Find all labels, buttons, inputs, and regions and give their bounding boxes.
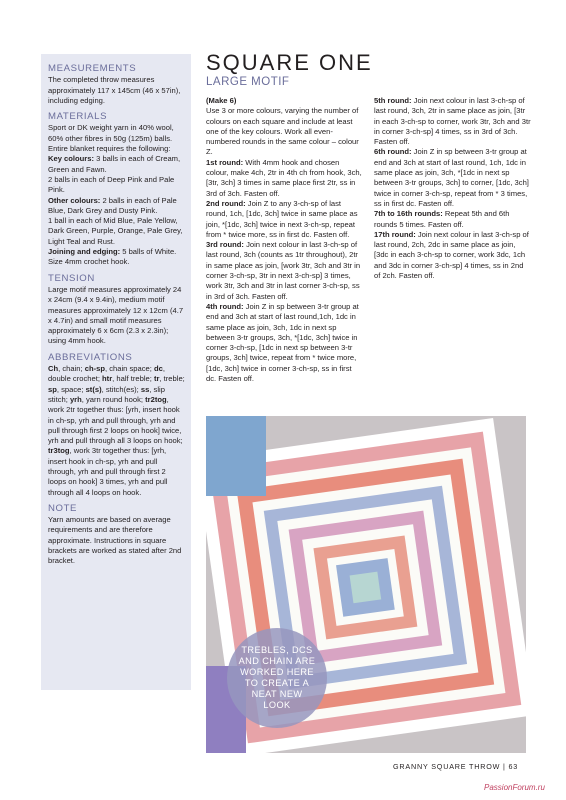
round-7-16-text: Repeat 5th and 6th rounds 5 times. Fasten off. xyxy=(374,209,510,229)
round-6-label: 6th round: xyxy=(374,147,412,157)
abbr-term: htr xyxy=(102,374,113,384)
materials-text-3: 1 ball in each of Mid Blue, Pale Yellow, Dark Green, Purple, Orange, Pale Grey, Light Teal and Rust. xyxy=(48,216,183,246)
note-text: Yarn amounts are based on average requirements and are therefore approximate. Instructions in square brackets are worked as stated after 2nd bracket. xyxy=(48,515,182,566)
abbr-definition: , chain space; xyxy=(104,364,154,374)
abbr-term: ch-sp xyxy=(84,364,105,374)
round-4-text: Join Z in sp between 3-tr group at end and 3ch at start of last round,1ch, 1dc in same place as join, 3ch, 1dc in next sp between 3-tr groups, 3ch, *[1dc, 3ch] twice in corner 3-ch-sp, [1dc in next sp between 3-tr groups, 3ch] twice, repeat from * twice more, [1dc, 3ch] twice in corner 3-ch-sp, ss in first dc. Fasten off. xyxy=(206,301,359,384)
round-3-text: Join next colour in last 3-ch-sp of last round, 3ch (counts as 1tr throughout), 2tr in same place as join, [work 3tr, 3ch and 3tr in corner 3-ch-sp, 3tr in next 3-ch-sp] 3 times, work 3tr, 3ch and 3tr in last corner 3-ch-sp, ss in 3rd of 3ch. Fasten off. xyxy=(206,240,361,301)
round-2 xyxy=(206,199,363,240)
tension-heading: TENSION xyxy=(48,272,95,284)
pattern-intro: Use 3 or more colours, varying the number of colours on each square and include at least one of the key colours. Work all even-numbered rounds in the same colour – colour Z. xyxy=(206,106,359,157)
abbr-term: Ch xyxy=(48,364,59,374)
abbr-term: sp xyxy=(48,384,57,394)
abbr-definition: , yarn round hook; xyxy=(81,394,146,404)
abbr-term: tr xyxy=(153,374,160,384)
joining-edging xyxy=(48,247,186,257)
round-1 xyxy=(206,158,363,199)
abbr-definition: , slip stitch; xyxy=(48,384,165,404)
measurements-heading: MEASUREMENTS xyxy=(48,63,137,74)
abbr-definition: , treble; xyxy=(159,374,185,384)
materials-heading: MATERIALS xyxy=(48,111,108,123)
abbr-term: ss xyxy=(140,384,150,394)
key-colours-text: 3 balls in each of Cream, Green and Fawn. xyxy=(48,154,181,174)
abbr-definition: , stitch(es); xyxy=(101,384,141,394)
round-4-label: 4th round: xyxy=(206,301,244,311)
materials-text: Sport or DK weight yarn in 40% wool, 60% other fibres in 50g (125m) balls. Entire blanket requires the following: xyxy=(48,123,174,154)
abbreviations-heading: ABBREVIATIONS xyxy=(48,351,133,363)
round-6-text: Join Z in sp between 3-tr group at end and 3ch at start of last round, 1ch, 1dc in same place as join, 3ch, *[1dc in next sp between 3-tr groups, 3ch] to corner, [1dc, 3ch] twice in corner 3-ch-sp, repeat from * 3 times, ss in first dc. Fasten off. xyxy=(374,147,529,208)
joining-label: Joining and edging: xyxy=(48,247,121,257)
pattern-column-2 xyxy=(374,96,531,281)
round-3 xyxy=(206,240,363,302)
measurements-text: The completed throw measures approximately 117 x 145cm (46 x 57in), including edging. xyxy=(48,75,181,105)
round-1-label: 1st round: xyxy=(206,157,244,167)
round-5-text: Join next colour in last 3-ch-sp of last round, 3ch, 2tr in same place as join, [3tr in each 3-ch-sp to corner, work 3tr, 3ch and 3tr in corner 3-ch-sp] 4 times, ss in 3rd of 3ch. Fasten off. xyxy=(374,96,531,147)
round-7-16-label: 7th to 16th rounds: xyxy=(374,209,443,219)
abbr-definition: , work 2tr together thus: [yrh, insert hook in ch-sp, yrh and pull through, yrh and pull through first 2 loops on hook] twice, yrh and pull through all 3 loops on hook; xyxy=(48,394,183,446)
round-17 xyxy=(374,230,531,281)
page-title: SQUARE ONE xyxy=(206,50,373,75)
other-colours-label: Other colours: xyxy=(48,195,101,205)
caption-text: TREBLES, DCS AND CHAIN ARE WORKED HERE TO CREATE A NEAT NEW LOOK xyxy=(238,645,316,710)
abbr-definition: , chain; xyxy=(58,364,85,374)
abbr-definition: , double crochet; xyxy=(48,364,165,384)
round-2-label: 2nd round: xyxy=(206,198,246,208)
abbr-definition: , space; xyxy=(56,384,86,394)
round-17-label: 17th round: xyxy=(374,229,416,239)
round-17-text: Join next colour in last 3-ch-sp of last round, 2ch, 2dc in same place as join, [3dc in each 3-ch-sp to corner, work 3dc, 1ch and 3dc in corner 3-ch-sp] 4 times, ss in 2nd of 2ch. Fasten off. xyxy=(374,229,529,281)
abbr-term: yrh xyxy=(69,394,82,404)
round-7-16 xyxy=(374,209,531,230)
page-footer: GRANNY SQUARE THROW | 63 xyxy=(393,762,519,771)
abbr-term: st(s) xyxy=(85,384,102,394)
other-colours xyxy=(48,196,186,217)
abbreviations-text xyxy=(48,364,186,498)
round-4 xyxy=(206,302,363,384)
key-colours xyxy=(48,154,186,175)
note-heading: NOTE xyxy=(48,502,78,514)
key-colours-label: Key colours: xyxy=(48,154,94,164)
abbr-definition: , work 3tr together thus: [yrh, insert hook in ch-sp, yrh and pull through, yrh and pull through first 2 loops on hook] 3 times, yrh and pull through all 4 loops on hook. xyxy=(48,446,168,497)
abbr-term: tr3tog xyxy=(48,446,70,456)
abbr-term: tr2tog xyxy=(145,394,167,404)
tension-text: Large motif measures approximately 24 x 24cm (9.4 x 9.4in), medium motif measures approximately 12 x 12cm (4.7 x 4.7in) and small motif measures approximately 6 x 6cm (2.3 x 2.3in); using 4mm hook. xyxy=(48,284,184,346)
page-subtitle: LARGE MOTIF xyxy=(206,76,290,88)
round-3-label: 3rd round: xyxy=(206,240,244,250)
sidebar-content xyxy=(48,64,186,567)
make-count: (Make 6) xyxy=(206,96,237,105)
round-5-label: 5th round: xyxy=(374,96,412,105)
abbr-definition: , half treble; xyxy=(112,374,154,384)
round-6 xyxy=(374,147,531,209)
pattern-column-1 xyxy=(206,96,363,384)
hook-size: Size 4mm crochet hook. xyxy=(48,257,130,267)
watermark: PassionForum.ru xyxy=(484,783,545,792)
materials-text-2: 2 balls in each of Deep Pink and Pale Pink. xyxy=(48,174,175,195)
round-2-text: Join Z to any 3-ch-sp of last round, 1ch, [1dc, 3ch] twice in same place as join, *[1dc, 3ch] twice in next 3-ch-sp, repeat from * twice more, ss in first dc. Fasten off. xyxy=(206,198,358,239)
round-1-text: With 4mm hook and chosen colour, make 4ch, 2tr in 4th ch from hook, 3ch, [3tr, 3ch] 3 times in same place first 2tr, ss in 3rd of 3ch. Fasten off. xyxy=(206,157,362,198)
joining-text: 5 balls of White. xyxy=(120,247,177,257)
photo-caption-bubble xyxy=(227,628,327,728)
abbr-term: dc xyxy=(153,364,163,374)
other-colours-text: 2 balls in each of Pale Blue, Dark Grey and Dusty Pink. xyxy=(48,195,177,215)
round-5 xyxy=(374,96,531,147)
